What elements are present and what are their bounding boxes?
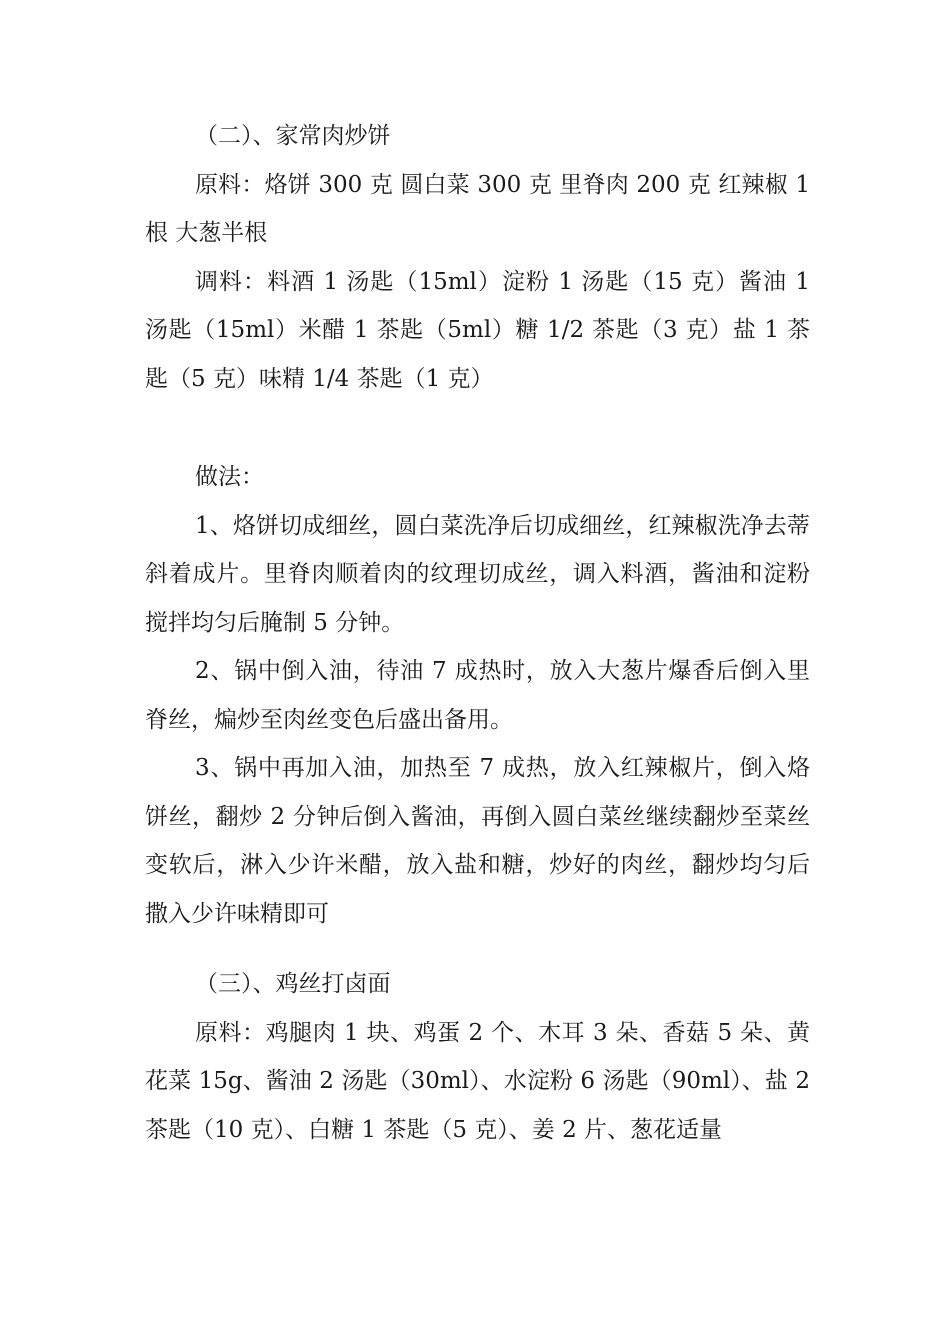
method-label: 做法：	[195, 464, 264, 490]
spacer	[145, 938, 810, 960]
ingredients-paragraph-3: 原料：鸡腿肉 1 块、鸡蛋 2 个、木耳 3 朵、香菇 5 朵、黄花菜 15g、酱油 2 汤匙（30ml）、水淀粉 6 汤匙（90ml）、盐 2 茶匙（10 克）、白糖 1 茶匙（5 克）、姜 2 片、葱花适量	[145, 1019, 810, 1143]
spacer	[145, 403, 810, 453]
seasonings-paragraph-2: 调料：料酒 1 汤匙（15ml）淀粉 1 汤匙（15 克）酱油 1 汤匙（15ml）米醋 1 茶匙（5ml）糖 1/2 茶匙（3 克）盐 1 茶匙（5 克）味精 1/4 茶匙（1 克）	[145, 268, 810, 392]
section-heading-3: （三）、鸡丝打卤面	[195, 971, 391, 997]
method-step-3: 3、锅中再加入油，加热至 7 成热，放入红辣椒片，倒入烙饼丝，翻炒 2 分钟后倒入酱油，再倒入圆白菜丝继续翻炒至菜丝变软后，淋入少许米醋，放入盐和糖，炒好的肉丝，翻炒均匀后撒入少许味精即可	[145, 755, 810, 927]
document-page	[145, 112, 810, 1154]
method-step-2: 2、锅中倒入油，待油 7 成热时，放入大葱片爆香后倒入里脊丝，煸炒至肉丝变色后盛出备用。	[145, 658, 810, 733]
method-step-1: 1、烙饼切成细丝，圆白菜洗净后切成细丝，红辣椒洗净去蒂斜着成片。里脊肉顺着肉的纹理切成丝，调入料酒，酱油和淀粉搅拌均匀后腌制 5 分钟。	[145, 512, 810, 636]
section-heading-2: （二）、家常肉炒饼	[195, 123, 391, 149]
ingredients-paragraph-2: 原料：烙饼 300 克 圆白菜 300 克 里脊肉 200 克 红辣椒 1 根 大葱半根	[145, 171, 810, 246]
